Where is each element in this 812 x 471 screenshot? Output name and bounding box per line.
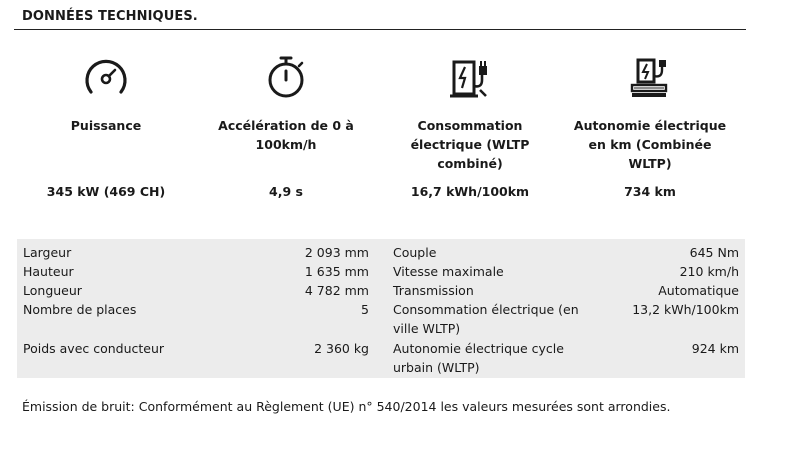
spec-value-seats: 5 (361, 302, 369, 317)
title-divider (14, 29, 746, 30)
spec-label-height: Hauteur (23, 264, 74, 279)
spec-value-torque: 645 Nm (689, 245, 739, 260)
spec-label-transmission: Transmission (393, 283, 474, 298)
stopwatch-icon (256, 52, 316, 104)
spec-label-length: Longueur (23, 283, 82, 298)
battery-range-icon (620, 52, 680, 104)
kpi-label-power: Puissance (70, 118, 142, 133)
kpi-value-consumption: 16,7 kWh/100km (410, 184, 530, 199)
kpi-value-power: 345 kW (469 CH) (46, 184, 166, 199)
charging-station-icon (440, 52, 500, 104)
spec-value-weight: 2 360 kg (314, 341, 369, 356)
spec-label-city-consumption: Consommation électrique (en ville WLTP) (393, 302, 579, 336)
spec-label-top-speed: Vitesse maximale (393, 264, 504, 279)
spec-label-seats: Nombre de places (23, 302, 137, 317)
speedometer-icon (76, 52, 136, 104)
spec-value-city-range: 924 km (691, 341, 739, 356)
spec-label-torque: Couple (393, 245, 437, 260)
spec-value-top-speed: 210 km/h (679, 264, 739, 279)
kpi-value-range: 734 km (624, 184, 676, 199)
noise-emission-note: Émission de bruit: Conformément au Règlement (UE) n° 540/2014 les valeurs mesurées sont arrondies. (22, 399, 671, 414)
spec-label-width: Largeur (23, 245, 72, 260)
page-title: DONNÉES TECHNIQUES. (22, 9, 198, 24)
spec-value-height: 1 635 mm (304, 264, 369, 279)
spec-label-weight: Poids avec conducteur (23, 341, 165, 356)
kpi-label-range: Autonomie électrique en km (Combinée WLTP) (573, 118, 727, 171)
spec-value-length: 4 782 mm (304, 283, 369, 298)
specs-table (17, 239, 745, 378)
spec-value-transmission: Automatique (658, 283, 739, 298)
spec-value-width: 2 093 mm (304, 245, 369, 260)
kpi-value-acceleration: 4,9 s (269, 184, 303, 199)
spec-value-city-consumption: 13,2 kWh/100km (632, 302, 739, 317)
kpi-label-consumption: Consommation électrique (WLTP combiné) (410, 118, 530, 171)
kpi-label-acceleration: Accélération de 0 à 100km/h (218, 118, 354, 152)
spec-label-city-range: Autonomie électrique cycle urbain (WLTP) (393, 341, 564, 375)
